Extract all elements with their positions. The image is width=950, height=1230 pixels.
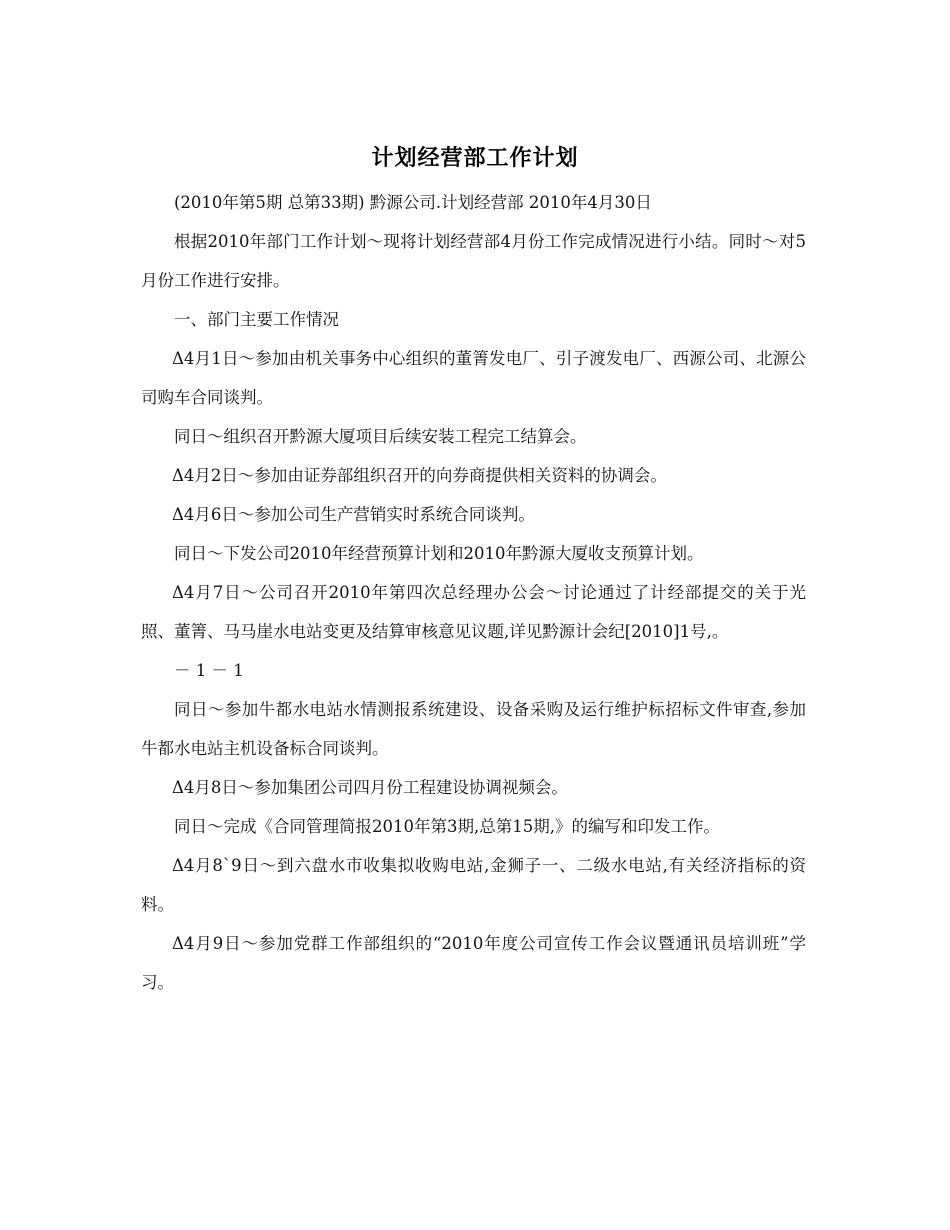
page-title: 计划经营部工作计划 [371,145,579,171]
work-item: 同日～完成《合同管理简报2010年第3期,总第15期,》的编写和印发工作。 [174,817,720,836]
work-item: Δ4月1日～参加由机关事务中心组织的董箐发电厂、引子渡发电厂、西源公司、北源公司购车合同谈判。 [141,349,806,407]
page-number: － 1 － 1 [174,661,244,680]
issue-info-line: (2010年第5期 总第33期) 黔源公司.计划经营部 2010年4月30日 [174,193,652,212]
work-item: Δ4月8日～参加集团公司四月份工程建设协调视频会。 [172,778,568,797]
work-item: Δ4月7日～公司召开2010年第四次总经理办公会～讨论通过了计经部提交的关于光照、董箐、马马崖水电站变更及结算审核意见议题,详见黔源计会纪[2010]1号,。 [141,583,806,641]
intro-paragraph: 根据2010年部门工作计划～现将计划经营部4月份工作完成情况进行小结。同时～对5月份工作进行安排。 [141,232,806,290]
work-item: 同日～组织召开黔源大厦项目后续安装工程完工结算会。 [174,427,587,446]
document-body [141,183,806,1002]
work-item: Δ4月8`9日～到六盘水市收集拟收购电站,金狮子一、二级水电站,有关经济指标的资料。 [141,856,806,914]
work-item: Δ4月9日～参加党群工作部组织的“2010年度公司宣传工作会议暨通讯员培训班”学习。 [141,934,806,992]
work-item: Δ4月2日～参加由证券部组织召开的向券商提供相关资料的协调会。 [172,466,667,485]
work-item: 同日～下发公司2010年经营预算计划和2010年黔源大厦收支预算计划。 [174,544,704,563]
work-item: 同日～参加牛都水电站水情测报系统建设、设备采购及运行维护标招标文件审查,参加牛都水电站主机设备标合同谈判。 [141,700,806,758]
section-heading: 一、部门主要工作情况 [174,310,339,329]
work-item: Δ4月6日～参加公司生产营销实时系统合同谈判。 [172,505,535,524]
